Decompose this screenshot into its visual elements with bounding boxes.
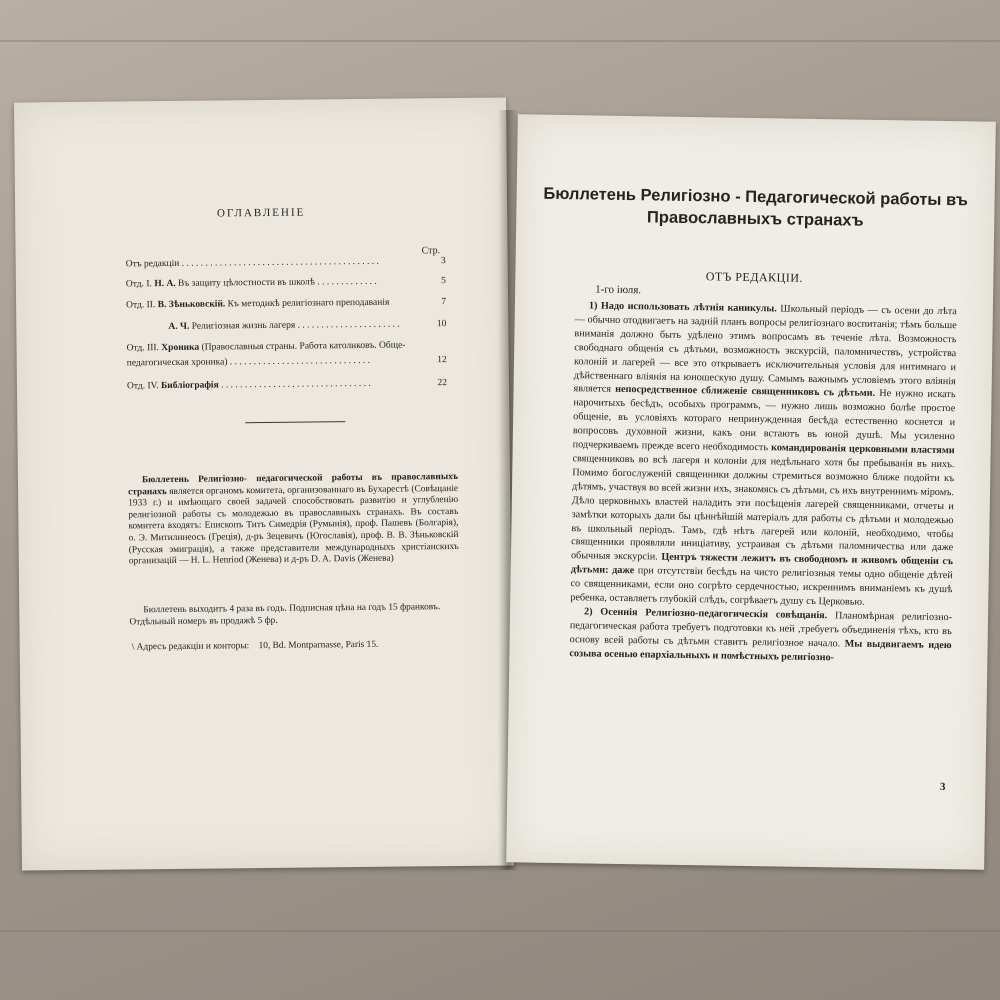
issue-date: 1-го іюля. [595,283,642,297]
page-number: 3 [939,781,946,794]
divider [245,421,345,423]
toc-row: Отъ редакціи . . . . . . . . . . . . . . . . . . . . . . . . . . . . . . . . . . . . . . . . . . 3 [125,256,446,270]
paragraph-2: 2) Осеннія Религіозно-педагогическія совѣщанія. Планомѣрная религіозно-педагогическая работа требуетъ подготовки къ ней ,требуетъ объединенія тѣхъ, кто въ основу всей работы съ дѣтьми ставитъ религіозное начало. Мы выдвигаемъ идею созыва осенью епархіальныхъ и помѣстныхъ религіозно- [569,606,953,663]
toc-row: Отд. IV. Библіографія . . . . . . . . . . . . . . . . . . . . . . . . . . . . . . . . 22 [126,378,448,392]
toc-row: Отд. I. Н. А. Въ защиту цѣлостности въ школѣ . . . . . . . . . . . . . 5 [125,276,446,290]
right-page [506,114,996,869]
bulletin-title: Бюллетень Религіозно - Педагогической работы въ Православныхъ странахъ [543,184,968,230]
address-line: \ Адресъ редакціи и конторы: 10, Bd. Montparnasse, Paris 15. [131,639,379,653]
article-body [569,299,957,667]
toc-row: педагогическая хроника) . . . . . . . . . . . . . . . . . . . . . . . . . . . . . . 12 [126,355,447,369]
paragraph-1: 1) Надо использовать лѣтнія каникулы. Школьный періодъ — съ осени до лѣта — обычно отодвигаетъ на задній планъ вопросы религіознаго воспитанія; тѣмъ больше вниманія должно быть удѣлено этимъ вопросамъ въ теченіе лѣта. Возможность свободнаго общенія съ дѣтьми, возможность экскурсій, паломничествъ, устройства колоній и лагерей — все это открываетъ исключительныя условія для интимнаго и дѣйственнаго вліянія на юношескую душу. Самымъ важнымъ условіемъ этого вліянія является непосредственное сближеніе священниковъ съ дѣтьми. Не нужно искать нарочитыхъ бесѣдъ, особыхъ программъ, — нужно лишь возможно болѣе простое общеніе, въ условіяхъ котораго непринужденная бесѣда естественно коснется и вопросовъ духовной жизни, какъ они встаютъ въ юной душѣ. Мы усиленно подчеркиваемъ прежде всего необходимость командированія церковными властями священниковъ во всѣ лагеря и колоніи для недѣльнаго хотя бы пребыванія въ нихъ. Помимо богослуженій священники должны стремиться возможно ближе подойти къ дѣтямъ, участвуя во всей жизни ихъ, знакомясь съ дѣтьми, съ ихъ внутреннимъ міромъ. Дѣло церковныхъ властей наладить эти посѣщенія лагерей священниками, отчеты и замѣтки которыхъ дали бы цѣннѣйшій матеріалъ для работы съ дѣтьми и молодежью въ школьный періодъ. Тамъ, гдѣ нѣтъ лагерей или колоній, необходимо, чтобы священники проявляли иниціативу, устраивая съ дѣтьми паломничества или даже обычныя экскурсіи. Центръ тяжести лежитъ въ свободномъ и живомъ общеніи съ дѣтьми: даже при отсутствіи бесѣдъ на чисто религіозныя темы одно общеніе дѣтей со священниками, если оно согрѣто сердечностью, искреннимъ вниманіемъ къ душѣ ребенка, оставляетъ глубокій слѣдъ, согрѣваетъ душу съ Церковью. [570,300,957,608]
section-heading: ОТЪ РЕДАКЦІИ. [705,269,804,285]
toc-page-header: Стр. [421,245,441,257]
toc-row: Отд. II. В. Зѣньковскій. Къ методикѣ религіознаго преподаванія 7 [126,297,447,311]
toc-row: А. Ч. Религіозная жизнь лагеря . . . . . . . . . . . . . . . . . . . . . . 10 [168,319,447,332]
about-paragraph: Бюллетень Религіозно- педагогической работы въ православныхъ странахъ является органомъ комитета, организованнаго въ Бухарестѣ (Совѣщаніе 1933 г.) и имѣющаго своей задачей способствовать развитію и углубленію религіозной работы съ молодежью въ православныхъ странахъ. Въ составъ комитета входятъ: Епископъ Титъ Симедрія (Румынія), проф. Пашевъ (Болгарія), о. Э. Митилинеосъ (Греція), д-ръ Зецевичъ (Югославія), проф. В. В. Зѣньковскій (Русская эмиграція), а также представители международныхъ христіанскихъ организацій — H. L. Henriod (Женева) и д-ръ D. A. Davis (Женева) [128,471,459,567]
toc-row: Отд. III. Хроника (Православныя страны. Работа католиковъ. Обще- [126,340,406,354]
left-page [14,97,514,870]
frequency-paragraph: Бюллетень выходитъ 4 раза въ годъ. Подписная цѣна на годъ 15 франковъ. Отдѣльный номеръ въ продажѣ 5 фр. [129,602,441,628]
toc-title: ОГЛАВЛЕНІЕ [216,206,306,220]
